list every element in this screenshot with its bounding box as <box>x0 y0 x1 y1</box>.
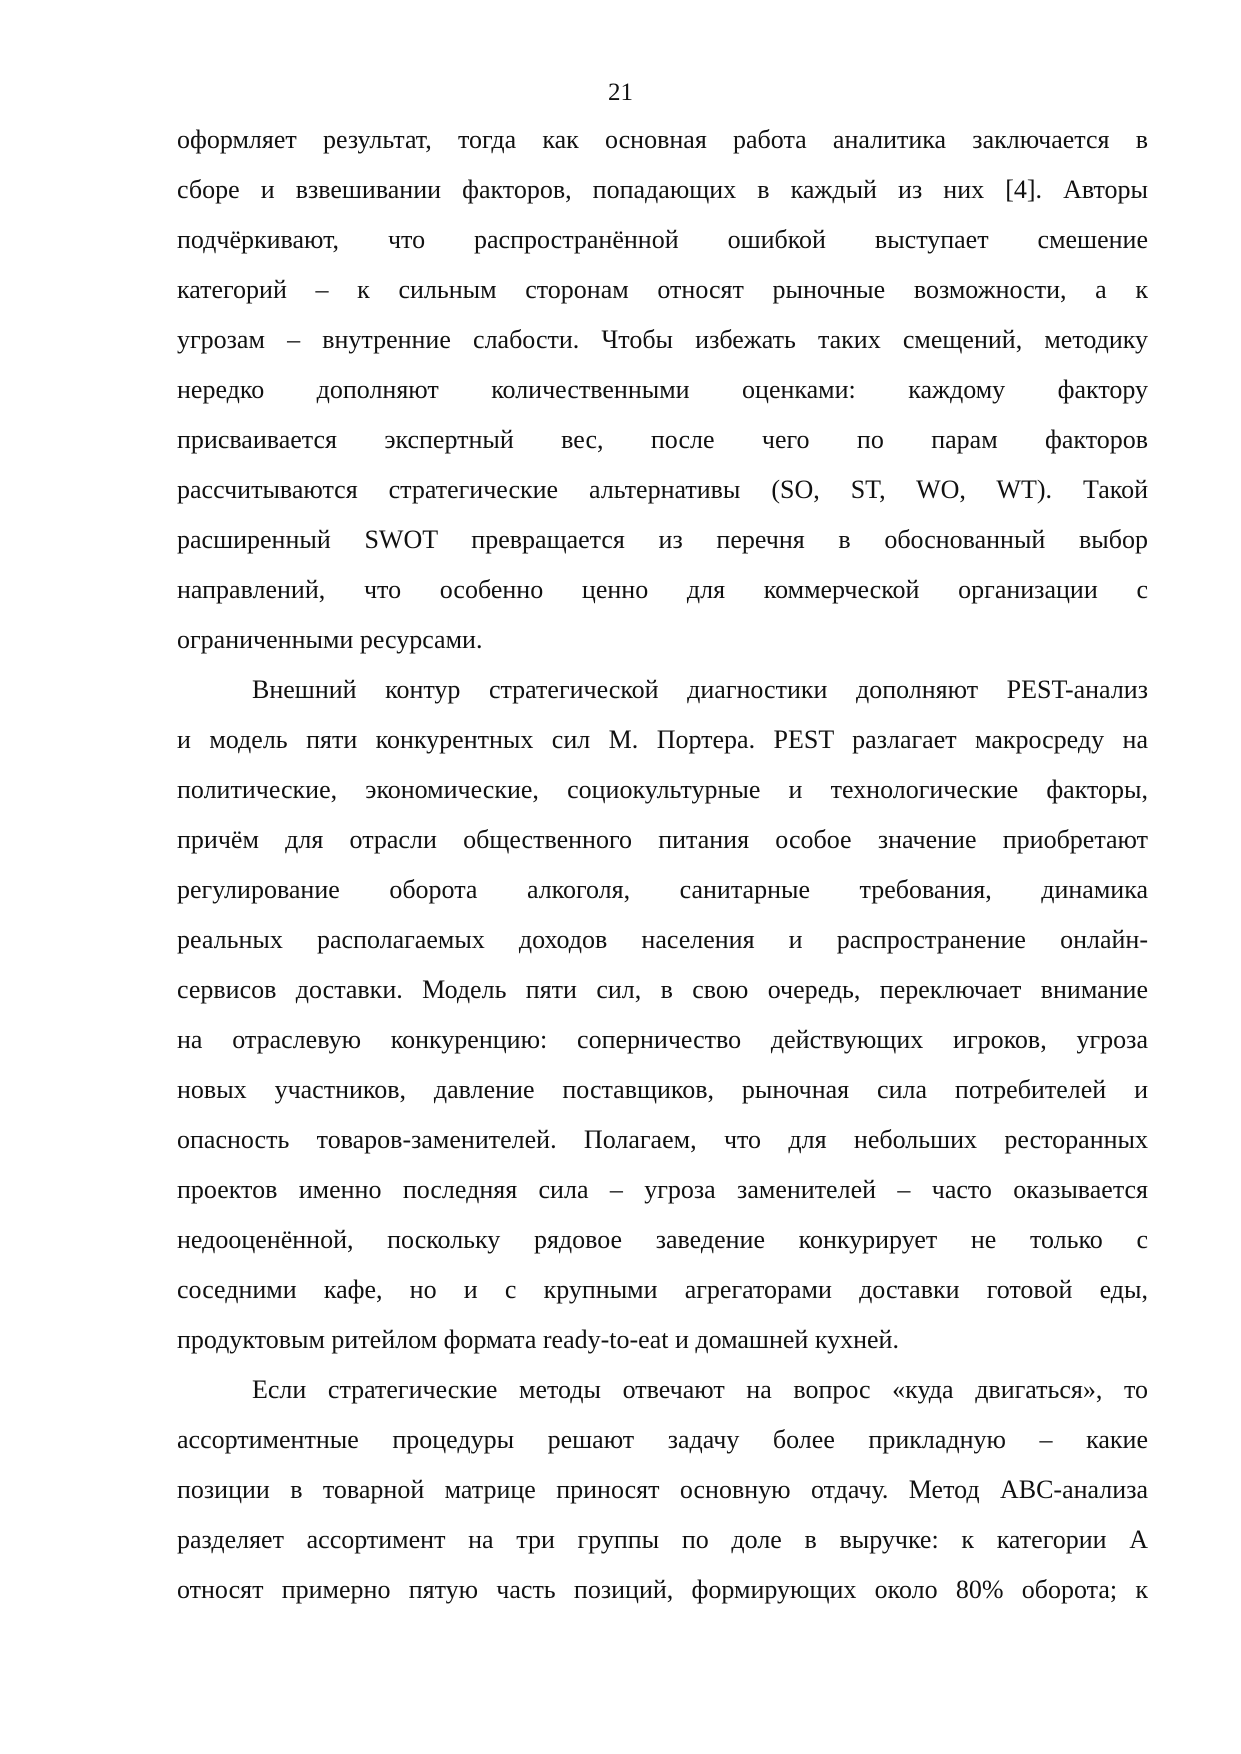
text-line: ассортиментные процедуры решают задачу более прикладную – какие <box>177 1425 1148 1454</box>
paragraph <box>177 665 1148 1365</box>
page-number: 21 <box>608 79 633 106</box>
text-line: недооценённой, поскольку рядовое заведение конкурирует не только с <box>177 1225 1148 1254</box>
text-line: причём для отрасли общественного питания особое значение приобретают <box>177 825 1148 854</box>
paragraph <box>177 115 1148 665</box>
text-line: угрозам – внутренние слабости. Чтобы избежать таких смещений, методику <box>177 325 1148 354</box>
text-line: новых участников, давление поставщиков, рыночная сила потребителей и <box>177 1075 1148 1104</box>
document-body <box>177 115 1148 1615</box>
text-line: позиции в товарной матрице приносят основную отдачу. Метод ABC-анализа <box>177 1475 1148 1504</box>
text-line: реальных располагаемых доходов населения и распространение онлайн- <box>177 925 1148 954</box>
text-line: оформляет результат, тогда как основная работа аналитика заключается в <box>177 125 1148 154</box>
text-line: продуктовым ритейлом формата ready-to-eat и домашней кухней. <box>177 1325 899 1354</box>
text-line: категорий – к сильным сторонам относят рыночные возможности, а к <box>177 275 1148 304</box>
text-line: опасность товаров-заменителей. Полагаем, что для небольших ресторанных <box>177 1125 1148 1154</box>
paragraph <box>177 1365 1148 1615</box>
text-line: соседними кафе, но и с крупными агрегаторами доставки готовой еды, <box>177 1275 1148 1304</box>
text-line: на отраслевую конкуренцию: соперничество действующих игроков, угроза <box>177 1025 1148 1054</box>
text-line: Если стратегические методы отвечают на вопрос «куда двигаться», то <box>252 1375 1148 1404</box>
text-line: присваивается экспертный вес, после чего по парам факторов <box>177 425 1148 454</box>
text-line: Внешний контур стратегической диагностики дополняют PEST-анализ <box>252 675 1148 704</box>
text-line: нередко дополняют количественными оценками: каждому фактору <box>177 375 1148 404</box>
text-line: разделяет ассортимент на три группы по доле в выручке: к категории A <box>177 1525 1148 1554</box>
text-line: сборе и взвешивании факторов, попадающих в каждый из них [4]. Авторы <box>177 175 1148 204</box>
text-line: ограниченными ресурсами. <box>177 625 483 654</box>
text-line: и модель пяти конкурентных сил М. Портера. PEST разлагает макросреду на <box>177 725 1148 754</box>
text-line: регулирование оборота алкоголя, санитарные требования, динамика <box>177 875 1148 904</box>
text-line: сервисов доставки. Модель пяти сил, в свою очередь, переключает внимание <box>177 975 1148 1004</box>
text-line: направлений, что особенно ценно для коммерческой организации с <box>177 575 1148 604</box>
text-line: политические, экономические, социокультурные и технологические факторы, <box>177 775 1148 804</box>
text-line: подчёркивают, что распространённой ошибкой выступает смешение <box>177 225 1148 254</box>
text-line: проектов именно последняя сила – угроза заменителей – часто оказывается <box>177 1175 1148 1204</box>
text-line: относят примерно пятую часть позиций, формирующих около 80% оборота; к <box>177 1575 1148 1604</box>
text-line: рассчитываются стратегические альтернативы (SO, ST, WO, WT). Такой <box>177 475 1148 504</box>
text-line: расширенный SWOT превращается из перечня в обоснованный выбор <box>177 525 1148 554</box>
